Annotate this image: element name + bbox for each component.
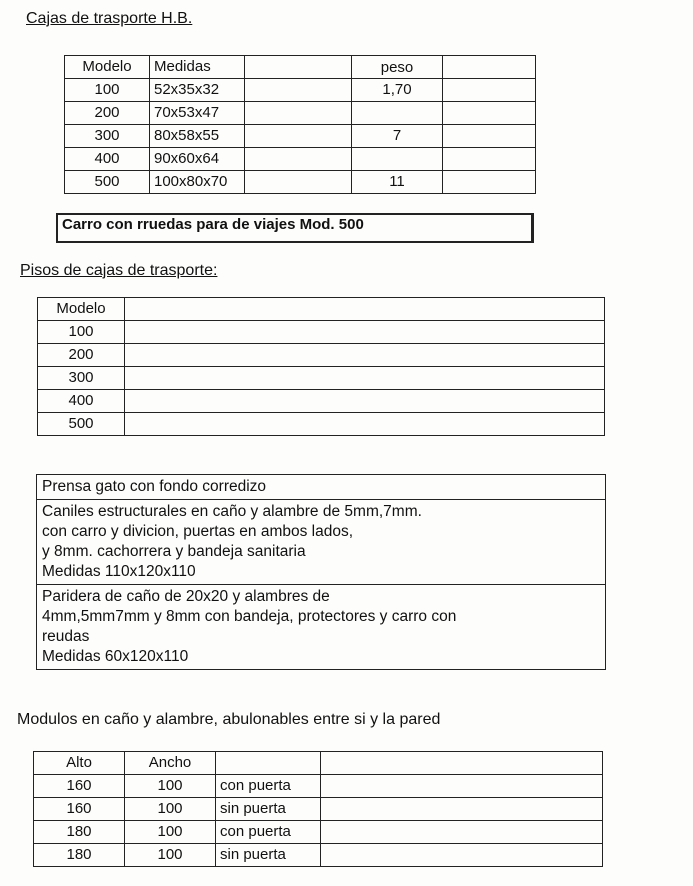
table-row xyxy=(34,798,603,821)
cell-peso xyxy=(352,102,443,125)
cell-ancho: 100 xyxy=(125,775,216,798)
cell-medidas: 52x35x32 xyxy=(150,79,245,102)
header-medidas: Medidas xyxy=(150,56,245,79)
carro-note: Carro con rruedas para de viajes Mod. 500 xyxy=(56,213,534,243)
product-text: con carro y divicion, puertas en ambos lados, xyxy=(42,523,354,540)
product-text: Prensa gato con fondo corredizo xyxy=(42,478,267,495)
cell-modelo: 500 xyxy=(65,171,150,194)
cell-ancho: 100 xyxy=(125,821,216,844)
table-row xyxy=(34,821,603,844)
table-row xyxy=(37,585,606,670)
cell-ancho: 100 xyxy=(125,844,216,867)
cell-tipo: con puerta xyxy=(216,821,321,844)
cell-peso: 11 xyxy=(352,171,443,194)
table-row xyxy=(34,775,603,798)
table-row xyxy=(38,413,605,436)
table-header-row xyxy=(34,752,603,775)
cell-tipo: sin puerta xyxy=(216,798,321,821)
cell-modelo: 200 xyxy=(38,344,125,367)
cell-medidas: 90x60x64 xyxy=(150,148,245,171)
cell-tipo: sin puerta xyxy=(216,844,321,867)
header-ancho: Ancho xyxy=(125,752,216,775)
cell-modelo: 200 xyxy=(65,102,150,125)
cell-alto: 160 xyxy=(34,775,125,798)
table-row xyxy=(65,102,536,125)
product-cell xyxy=(37,585,606,670)
table-row xyxy=(37,475,606,500)
product-text: Medidas 110x120x110 xyxy=(42,563,196,580)
modulos-table xyxy=(33,751,603,867)
header-peso: peso xyxy=(352,56,443,79)
cell-tipo: con puerta xyxy=(216,775,321,798)
cell-modelo: 500 xyxy=(38,413,125,436)
section1-title: Cajas de trasporte H.B. xyxy=(26,10,193,27)
section2-title: Pisos de cajas de trasporte: xyxy=(20,262,218,279)
header-modelo: Modelo xyxy=(38,298,125,321)
product-cell xyxy=(37,500,606,585)
cell-medidas: 70x53x47 xyxy=(150,102,245,125)
product-cell xyxy=(37,475,606,500)
product-text: 4mm,5mm7mm y 8mm con bandeja, protectores y carro con xyxy=(42,608,457,625)
table-row xyxy=(65,171,536,194)
product-text: Caniles estructurales en caño y alambre de 5mm,7mm. xyxy=(42,503,422,520)
section4-title: Modulos en caño y alambre, abulonables entre si y la pared xyxy=(17,711,441,728)
table-row xyxy=(65,125,536,148)
cell-peso: 1,70 xyxy=(352,79,443,102)
pisos-table xyxy=(37,297,605,436)
cell-modelo: 100 xyxy=(65,79,150,102)
table-row xyxy=(34,844,603,867)
cajas-table xyxy=(64,55,536,194)
product-text: Paridera de caño de 20x20 y alambres de xyxy=(42,588,330,605)
cell-modelo: 300 xyxy=(65,125,150,148)
table-row xyxy=(65,79,536,102)
cell-medidas: 80x58x55 xyxy=(150,125,245,148)
cell-modelo: 300 xyxy=(38,367,125,390)
header-alto: Alto xyxy=(34,752,125,775)
cell-alto: 160 xyxy=(34,798,125,821)
table-row xyxy=(38,367,605,390)
cell-modelo: 400 xyxy=(38,390,125,413)
table-header-row xyxy=(65,56,536,79)
cell-ancho: 100 xyxy=(125,798,216,821)
table-row xyxy=(38,390,605,413)
header-modelo: Modelo xyxy=(65,56,150,79)
table-header-row xyxy=(38,298,605,321)
cell-peso xyxy=(352,148,443,171)
cell-modelo: 400 xyxy=(65,148,150,171)
product-text: y 8mm. cachorrera y bandeja sanitaria xyxy=(42,543,306,560)
header-empty xyxy=(245,56,352,79)
header-empty-2 xyxy=(443,56,536,79)
productos-table xyxy=(36,474,606,670)
table-row xyxy=(38,321,605,344)
product-text: Medidas 60x120x110 xyxy=(42,648,189,665)
cell-peso: 7 xyxy=(352,125,443,148)
table-row xyxy=(38,344,605,367)
table-row xyxy=(37,500,606,585)
cell-modelo: 100 xyxy=(38,321,125,344)
product-text: reudas xyxy=(42,628,90,645)
cell-medidas: 100x80x70 xyxy=(150,171,245,194)
table-row xyxy=(65,148,536,171)
cell-alto: 180 xyxy=(34,844,125,867)
cell-alto: 180 xyxy=(34,821,125,844)
